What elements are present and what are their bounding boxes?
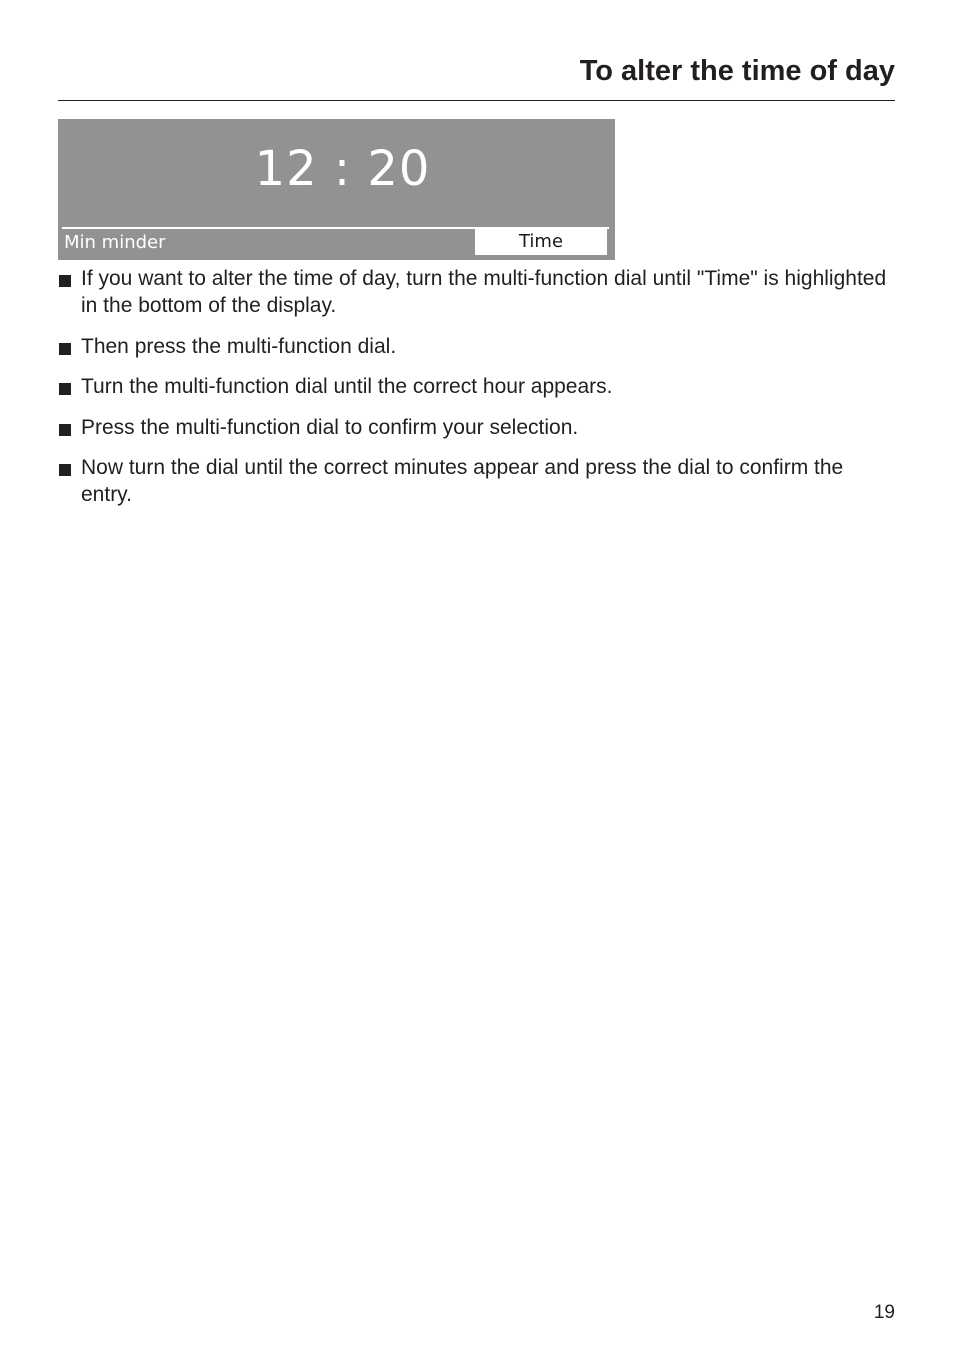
square-bullet-icon: [59, 383, 71, 395]
instruction-text: Then press the multi-function dial.: [81, 334, 397, 358]
instruction-text: Turn the multi-function dial until the correct hour appears.: [81, 375, 613, 398]
square-bullet-icon: [59, 424, 71, 436]
instruction-list: [58, 265, 898, 522]
instruction-item: [58, 265, 898, 319]
page-title: To alter the time of day: [579, 55, 895, 87]
instruction-item: [58, 414, 898, 441]
instruction-text: If you want to alter the time of day, turn the multi-function dial until "Time" is highlighted in the bottom of the display.: [81, 267, 887, 317]
square-bullet-icon: [59, 343, 71, 355]
display-menu-min-minder: Min minder: [64, 232, 166, 253]
instruction-item: [58, 333, 898, 360]
title-divider: [58, 100, 895, 101]
page-number: 19: [873, 1302, 895, 1323]
instruction-item: [58, 454, 898, 508]
instruction-text: Now turn the dial until the correct minutes appear and press the dial to confirm the entry.: [81, 456, 844, 506]
square-bullet-icon: [59, 464, 71, 476]
display-clock: 12 : 20: [254, 141, 431, 197]
instruction-item: [58, 373, 898, 400]
instruction-text: Press the multi-function dial to confirm your selection.: [81, 415, 579, 439]
square-bullet-icon: [59, 275, 71, 287]
display-menu-time-highlighted: Time: [475, 229, 607, 255]
appliance-display: [58, 119, 615, 260]
